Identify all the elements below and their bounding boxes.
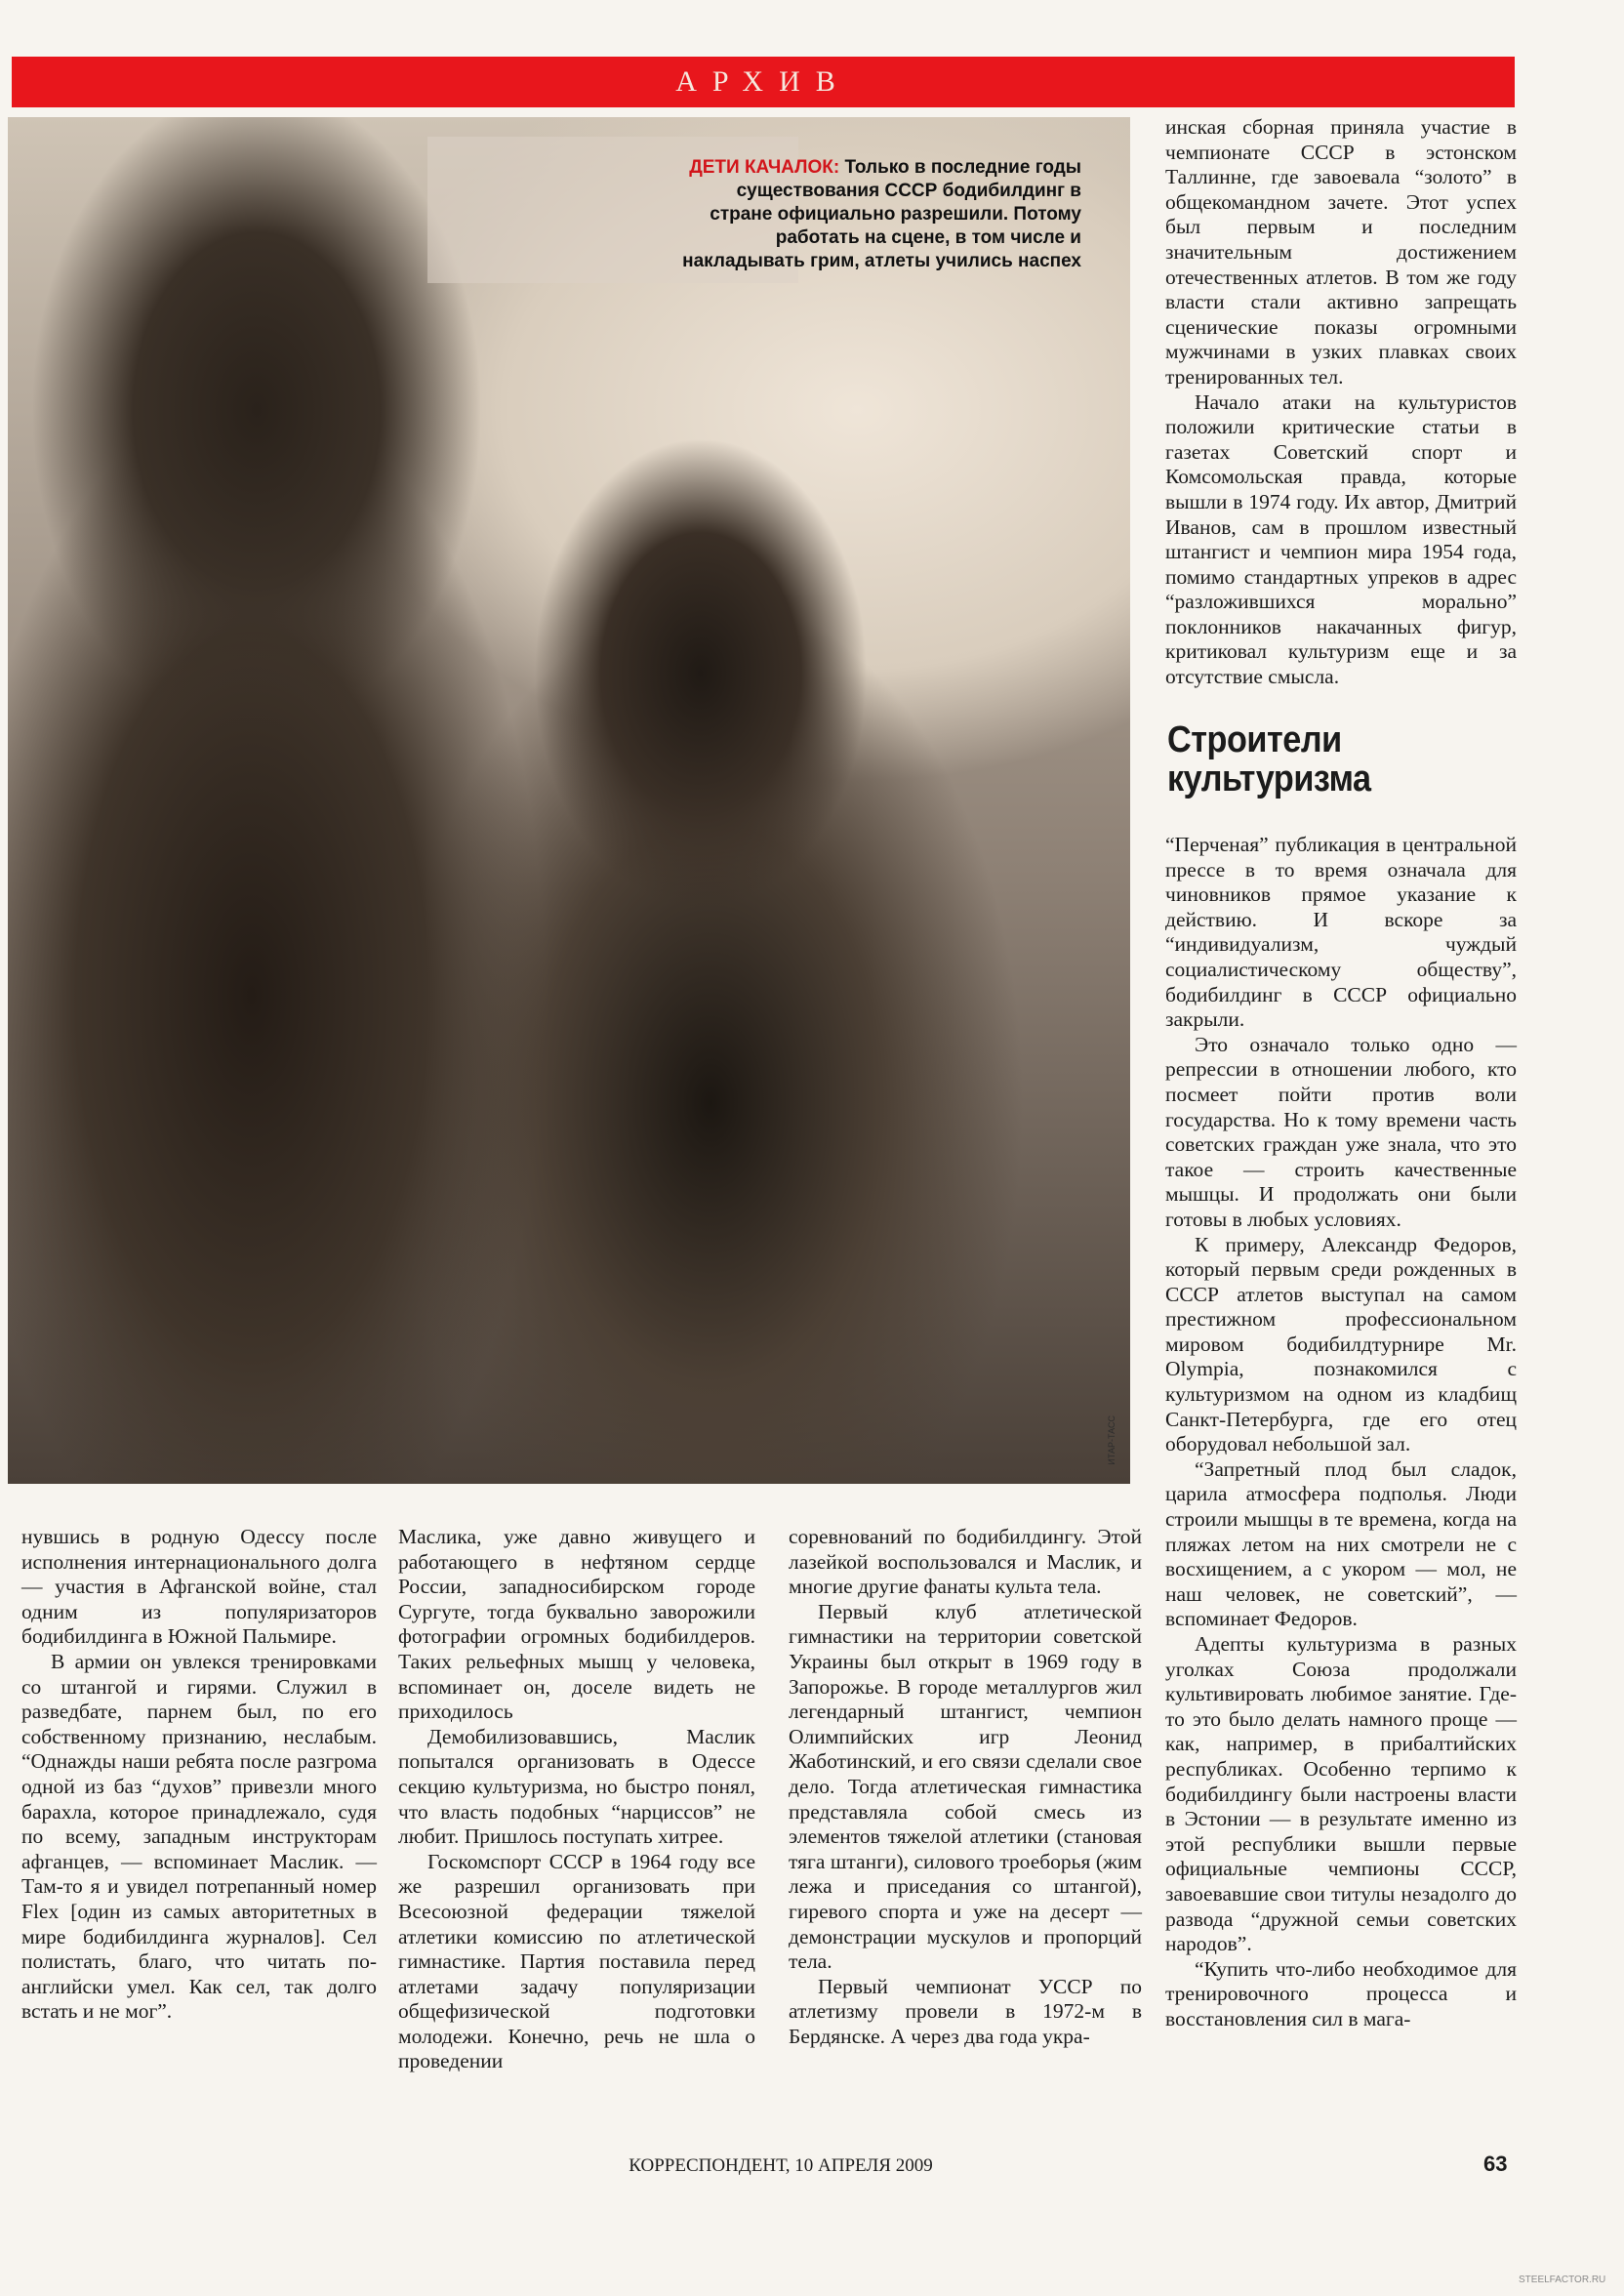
- article-subheading: Строители культуризма: [1167, 719, 1371, 800]
- paragraph: “Купить что-либо необходимое для тренировочного процесса и восстановления сил в мага-: [1165, 1956, 1517, 2030]
- footer-publication: КОРРЕСПОНДЕНТ, 10 АПРЕЛЯ 2009: [629, 2155, 933, 2176]
- paragraph: Госкомспорт СССР в 1964 году все же разрешил организовать при Всесоюзной федерации тяжелой атлетики комиссию по атлетической гимнастике. Партия поставила перед атлетами задачу популяризации общефизической подготовки молодежи. Конечно, речь не шла о проведении: [398, 1849, 755, 2073]
- paragraph: Начало атаки на культуристов положили критические статьи в газетах Советский спорт и Комсомольская правда, которые вышли в 1974 году. Их автор, Дмитрий Иванов, сам в прошлом известный штангист и чемпион мира 1954 года, помимо стандартных упреков в адрес “разложившихся морально” поклонников накачанных фигур, критиковал культуризм еще и за отсутствие смысла.: [1165, 390, 1517, 689]
- section-rubric-bar: [12, 57, 1515, 107]
- paragraph: инская сборная приняла участие в чемпионате СССР в эстонском Таллинне, где завоевала “золото” в общекомандном зачете. Этот успех был первым и последним значительным достижением отечественных атлетов. В том же году власти стали активно запрещать сценические показы огромными мужчинами в узких плавках своих тренированных тел.: [1165, 115, 1517, 389]
- paragraph: Первый чемпионат УССР по атлетизму провели в 1972-м в Бердянске. А через два года укра-: [789, 1974, 1142, 2048]
- watermark: STEELFACTOR.RU: [1519, 2275, 1606, 2285]
- article-column-2: [398, 1525, 755, 2074]
- section-rubric: АРХИВ: [675, 65, 851, 98]
- paragraph: Это означало только одно — репрессии в отношении любого, кто посмеет пойти против воли государства. Но к тому времени часть советских граждан уже знала, что это такое — строить качественные мышцы. И продолжать они были готовы в любых условиях.: [1165, 1032, 1517, 1231]
- caption-kicker: ДЕТИ КАЧАЛОК:: [689, 157, 840, 178]
- paragraph: соревнований по бодибилдингу. Этой лазейкой воспользовался и Маслик, и многие другие фанаты культа тела.: [789, 1525, 1142, 1599]
- paragraph: Демобилизовавшись, Маслик попытался организовать в Одессе секцию культуризма, но быстро понял, что власть подобных “нарциссов” не любит. Пришлось поступать хитрее.: [398, 1724, 755, 1849]
- article-column-4-top: [1165, 115, 1517, 690]
- page-number: 63: [1483, 2152, 1508, 2176]
- paragraph: Первый клуб атлетической гимнастики на территории советской Украины был открыт в 1969 году в Запорожье. В городе металлургов жил легендарный штангист, чемпион Олимпийских игр Леонид Жаботинский, и его связи сделали свое дело. Тогда атлетическая гимнастика представляла собой смесь из элементов тяжелой атлетики (становая тяга штанги), силового троеборья (жим лежа и приседания со штангой), гиревого спорта и уже на десерт — демонстрации мускулов и пропорций тела.: [789, 1599, 1142, 1974]
- bodybuilders-photo: [8, 117, 1130, 1484]
- paragraph: К примеру, Александр Федоров, который первым среди рожденных в СССР атлетов выступал на самом престижном профессиональном мировом бодибилдтурнире Mr. Olympia, познакомился с культуризмом на одном из кладбищ Санкт-Петербурга, где его отец оборудовал небольшой зал.: [1165, 1232, 1517, 1456]
- paragraph: Маслика, уже давно живущего и работающего в нефтяном сердце России, западносибирском городе Сургуте, тогда буквально заворожили фотографии огромных бодибилдеров. Таких рельефных мышц у человека, вспоминает он, доселе видеть не приходилось: [398, 1525, 755, 1724]
- paragraph: В армии он увлекся тренировками со штангой и гирями. Служил в разведбате, парнем был, по его собственному признанию, неслабым. “Однажды наши ребята после разгрома одной из баз “духов” привезли много барахла, которое принадлежало, судя по всему, западным инструкторам афганцев, — вспоминает Маслик. — Там-то я и увидел потрепанный номер Flex [один из самых авторитетных в мире бодибилдинга журналов]. Сел полистать, благо, что читать по-английски умел. Как сел, так долго встать и не мог”.: [21, 1649, 377, 2024]
- article-column-1: [21, 1525, 377, 2025]
- photo-credit: ИТАР-ТАСС: [1107, 1415, 1116, 1465]
- article-column-4-bottom: [1165, 833, 1517, 2032]
- article-column-3: [789, 1525, 1142, 2049]
- caption-text: Только в последние годы существования СССР бодибилдинг в стране официально разрешили. Потому работать на сцене, в том числе и накладывать грим, атлеты учились наспех: [682, 157, 1081, 271]
- paragraph: “Перченая” публикация в центральной прессе в то время означала для чиновников прямое указание к действию. И вскоре за “индивидуализм, чуждый социалистическому обществу”, бодибилдинг в СССР официально закрыли.: [1165, 833, 1517, 1032]
- paragraph: нувшись в родную Одессу после исполнения интернационального долга — участия в Афганской войне, стал одним из популяризаторов бодибилдинга в Южной Пальмире.: [21, 1525, 377, 1649]
- paragraph: “Запретный плод был сладок, царила атмосфера подполья. Люди строили мышцы в те времена, когда на пляжах летом на них смотрели не с восхищением, а с укором — мол, не наш человек, не советский”, — вспоминает Федоров.: [1165, 1456, 1517, 1631]
- photo-caption: [671, 156, 1081, 273]
- paragraph: Адепты культуризма в разных уголках Союза продолжали культивировать любимое занятие. Где-то это было делать намного проще — как, например, в прибалтийских республиках. Особенно терпимо к бодибилдингу были настроены власти в Эстонии — в результате именно из этой республики вышли первые официальные чемпионы СССР, завоевавшие свои титулы незадолго до развода “дружной семьи советских народов”.: [1165, 1632, 1517, 1956]
